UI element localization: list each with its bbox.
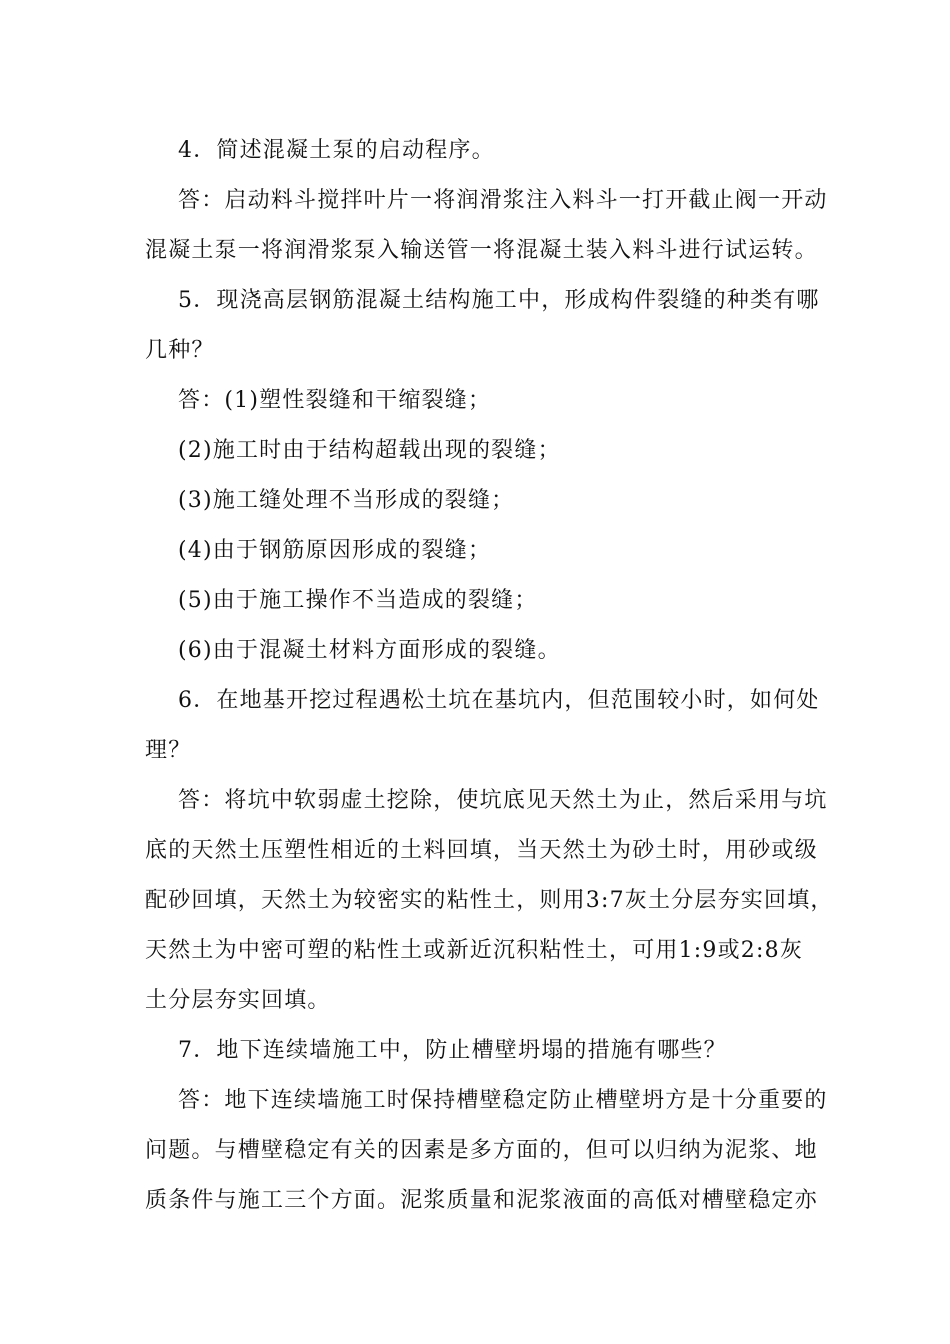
answer-5-item-2: (2)施工时由于结构超载出现的裂缝； xyxy=(178,438,561,463)
question-5-line-1: 5．现浇高层钢筋混凝土结构施工中，形成构件裂缝的种类有哪 xyxy=(178,288,820,313)
answer-6-line-5: 土分层夯实回填。 xyxy=(145,988,331,1013)
answer-6-line-3: 配砂回填，天然土为较密实的粘性土，则用3:7灰土分层夯实回填， xyxy=(145,888,834,913)
question-6-line-1: 6．在地基开挖过程遇松土坑在基坑内，但范围较小时，如何处 xyxy=(178,688,820,713)
answer-7-line-3: 质条件与施工三个方面。泥浆质量和泥浆液面的高低对槽壁稳定亦 xyxy=(145,1188,818,1213)
answer-5-item-6: (6)由于混凝土材料方面形成的裂缝。 xyxy=(178,638,561,663)
answer-7-line-2: 问题。与槽壁稳定有关的因素是多方面的，但可以归纳为泥浆、地 xyxy=(145,1138,818,1163)
question-6-line-2: 理？ xyxy=(145,738,192,763)
answer-7-line-1: 答：地下连续墙施工时保持槽壁稳定防止槽壁坍方是十分重要的 xyxy=(178,1088,828,1113)
question-4: 4．简述混凝土泵的启动程序。 xyxy=(178,138,495,163)
question-5-line-2: 几种？ xyxy=(145,338,215,363)
answer-5-item-1: 答：(1)塑性裂缝和干缩裂缝； xyxy=(178,388,492,413)
answer-6-line-4: 天然土为中密可塑的粘性土或新近沉积粘性土，可用1:9或2:8灰 xyxy=(145,938,804,963)
answer-5-item-3: (3)施工缝处理不当形成的裂缝； xyxy=(178,488,515,513)
answer-4-line-2: 混凝土泵一将润滑浆泵入输送管一将混凝土装入料斗进行试运转。 xyxy=(145,238,818,263)
answer-6-line-1: 答：将坑中软弱虚土挖除，使坑底见天然土为止，然后采用与坑 xyxy=(178,788,828,813)
answer-4-line-1: 答：启动料斗搅拌叶片一将润滑浆注入料斗一打开截止阀一开动 xyxy=(178,188,828,213)
answer-5-item-4: (4)由于钢筋原因形成的裂缝； xyxy=(178,538,492,563)
answer-6-line-2: 底的天然土压塑性相近的土料回填，当天然土为砂土时，用砂或级 xyxy=(145,838,818,863)
answer-5-item-5: (5)由于施工操作不当造成的裂缝； xyxy=(178,588,538,613)
question-7: 7．地下连续墙施工中，防止槽壁坍塌的措施有哪些？ xyxy=(178,1038,727,1063)
